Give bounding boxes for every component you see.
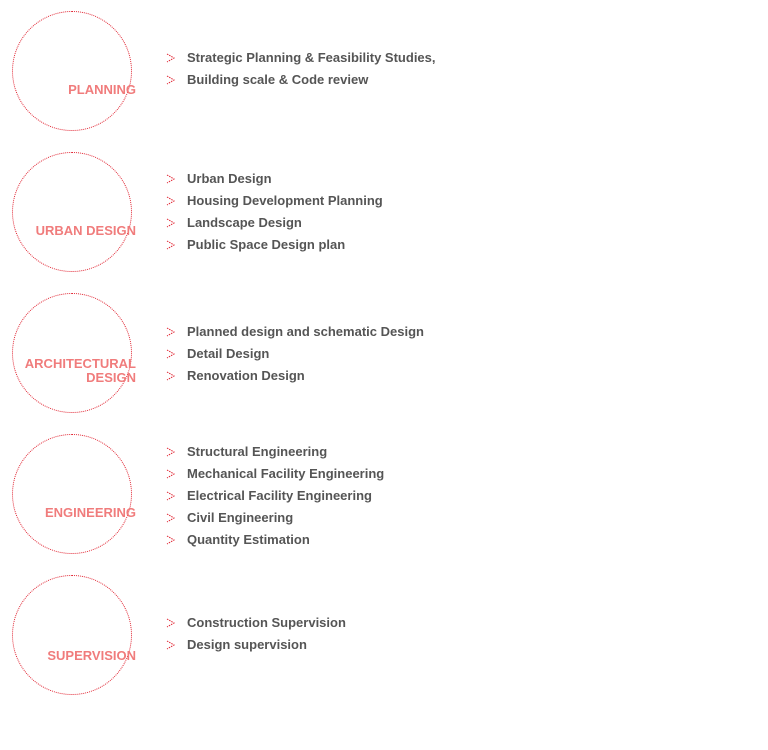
list-item-label: Building scale & Code review <box>187 72 369 87</box>
list-item <box>166 212 383 234</box>
list-item-label: Civil Engineering <box>187 510 294 525</box>
list-item-label: Landscape Design <box>187 215 302 230</box>
section-title: SUPERVISION <box>47 648 136 663</box>
list-item <box>166 69 436 91</box>
list-item-label: Structural Engineering <box>187 444 328 459</box>
chevron-right-icon <box>166 174 176 184</box>
section-circle <box>12 11 132 131</box>
service-list <box>166 47 436 91</box>
service-list <box>166 168 383 256</box>
section-title <box>25 357 136 385</box>
section-supervision <box>0 575 768 699</box>
list-item <box>166 190 383 212</box>
chevron-right-icon <box>166 75 176 85</box>
list-item <box>166 485 384 507</box>
section-title: PLANNING <box>68 82 136 97</box>
chevron-right-icon <box>166 535 176 545</box>
section-circle <box>12 293 132 413</box>
section-title: ENGINEERING <box>44 505 136 520</box>
list-item-label: Construction Supervision <box>187 615 346 630</box>
list-item <box>166 441 384 463</box>
section-circle <box>12 575 132 695</box>
chevron-right-icon <box>166 640 176 650</box>
chevron-right-icon <box>166 513 176 523</box>
list-item-label: Public Space Design plan <box>187 237 346 252</box>
list-item <box>166 634 346 656</box>
chevron-right-icon <box>166 371 176 381</box>
list-item <box>166 507 384 529</box>
list-item-label: Mechanical Facility Engineering <box>187 466 385 481</box>
list-item-label: Strategic Planning & Feasibility Studies, <box>187 50 436 65</box>
section-engineering <box>0 434 768 558</box>
service-list <box>166 441 384 551</box>
list-item-label: Urban Design <box>187 171 272 186</box>
list-item <box>166 234 383 256</box>
section-urban-design <box>0 152 768 276</box>
list-item-label: Planned design and schematic Design <box>187 324 424 339</box>
chevron-right-icon <box>166 469 176 479</box>
list-item-label: Quantity Estimation <box>187 532 310 547</box>
list-item-label: Detail Design <box>187 346 270 361</box>
chevron-right-icon <box>166 349 176 359</box>
section-title-line: ARCHITECTURAL <box>24 356 136 371</box>
chevron-right-icon <box>166 218 176 228</box>
list-item <box>166 365 424 387</box>
chevron-right-icon <box>166 447 176 457</box>
section-planning <box>0 11 768 135</box>
list-item-label: Housing Development Planning <box>187 193 383 208</box>
chevron-right-icon <box>166 240 176 250</box>
list-item <box>166 343 424 365</box>
list-item-label: Design supervision <box>187 637 307 652</box>
list-item <box>166 168 383 190</box>
list-item-label: Electrical Facility Engineering <box>187 488 372 503</box>
section-architectural-design <box>0 293 768 417</box>
chevron-right-icon <box>166 618 176 628</box>
chevron-right-icon <box>166 327 176 337</box>
chevron-right-icon <box>166 53 176 63</box>
list-item <box>166 612 346 634</box>
list-item <box>166 47 436 69</box>
section-title: URBAN DESIGN <box>35 223 136 238</box>
list-item <box>166 529 384 551</box>
list-item-label: Renovation Design <box>187 368 305 383</box>
list-item <box>166 463 384 485</box>
chevron-right-icon <box>166 196 176 206</box>
section-title-line: DESIGN <box>86 370 136 385</box>
chevron-right-icon <box>166 491 176 501</box>
service-list <box>166 321 424 387</box>
section-circle <box>12 152 132 272</box>
service-list <box>166 612 346 656</box>
list-item <box>166 321 424 343</box>
section-circle <box>12 434 132 554</box>
